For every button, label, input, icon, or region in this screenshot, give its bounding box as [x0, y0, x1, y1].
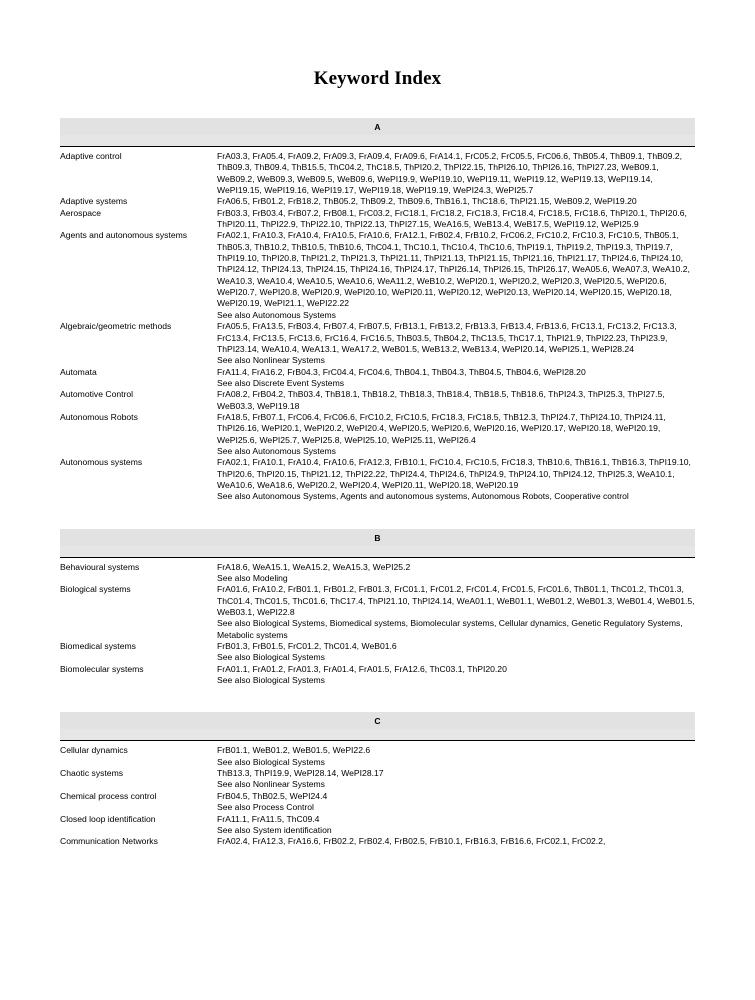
index-table — [60, 745, 695, 847]
paper-reference-list[interactable]: FrA02.1, FrA10.3, FrA10.4, FrA10.5, FrA10.6, FrA12.1, FrB02.4, FrB10.2, FrC06.2, FrC10.2, FrC10.3, FrC10.5, ThB05.1, ThB05.3, ThB10.2, ThB10.5, ThB10.6, ThC04.1, ThC10.1, ThC10.4, ThC10.6, ThPI19.1, ThPI19.2, ThPI19.3, ThPI19.7, ThPI19.10, ThPI20.8, ThPI21.2, ThPI21.3, ThPI21.11, ThPI21.13, ThPI21.15, ThPI21.16, ThPI21.17, ThPI24.6, ThPI24.10, ThPI24.12, ThPI24.13, ThPI24.15, ThPI24.16, ThPI24.17, ThPI26.14, ThPI26.15, ThPI26.17, WeA05.6, WeA07.3, WeA10.2, WeA10.3, WeA10.4, WeA10.5, WeA10.6, WeA11.2, WeB10.2, WePI20.1, WePI20.2, WePI20.3, WePI20.5, WePI20.6, WePI20.7, WePI20.8, WePI20.9, WePI20.10, WePI20.11, WePI20.12, WePI20.13, WePI20.14, WePI20.15, WePI20.18, WePI20.19, WePI21.1, WePI22.22 — [217, 230, 690, 309]
see-also-reference[interactable]: See also Nonlinear Systems — [217, 355, 325, 366]
paper-reference-list[interactable]: FrA08.2, FrB04.2, ThB03.4, ThB18.1, ThB18.2, ThB18.3, ThB18.4, ThB18.5, ThB18.6, ThPI24.3, ThPI25.3, ThPI27.5, WeB03.3, WePI19.18 — [217, 389, 665, 411]
paper-reference-list[interactable]: FrB03.3, FrB03.4, FrB07.2, FrB08.1, FrC03.2, FrC18.1, FrC18.2, FrC18.3, FrC18.4, FrC18.5, FrC18.6, ThPI20.1, ThPI20.6, ThPI20.11, ThPI22.9, ThPI22.10, ThPI22.13, ThPI27.15, WeA16.5, WeB13.4, WeB17.5, WePI19.12, WePI25.9 — [217, 207, 687, 230]
see-also-reference[interactable]: See also Biological Systems — [217, 756, 325, 767]
see-also-reference[interactable]: See also Nonlinear Systems — [217, 779, 325, 790]
see-also-reference[interactable]: See also Process Control — [217, 802, 314, 813]
paper-reference-list[interactable]: FrA02.1, FrA10.1, FrA10.4, FrA10.6, FrA12.3, FrB10.1, FrC10.4, FrC10.5, FrC18.3, ThB10.6, ThB16.1, ThB16.3, ThPI19.10, ThPI20.6, ThPI20.15, ThPI21.12, ThPI22.22, ThPI24.4, ThPI24.6, ThPI24.9, ThPI24.10, ThPI24.12, ThPI25.3, WeA10.1, WeA10.6, WeA18.6, WePI20.2, WePI20.4, WePI20.11, WePI20.18, WePI20.19 — [217, 457, 691, 490]
keyword-references-cell — [217, 791, 695, 814]
keyword-references-cell — [217, 367, 695, 390]
paper-reference-list[interactable]: FrA05.5, FrA13.5, FrB03.4, FrB07.4, FrB07.5, FrB13.1, FrB13.2, FrB13.3, FrB13.4, FrB13.6, FrC13.1, FrC13.2, FrC13.3, FrC13.4, FrC13.5, FrC13.6, FrC16.4, FrC16.5, ThB03.5, ThB04.2, ThC13.5, ThC17.1, ThPI21.9, ThPI22.23, ThPI23.9, ThPI23.14, WeA10.4, WeA13.1, WeA17.2, WeB01.5, WeB13.2, WeB13.4, WePI20.14, WePI25.1, WePI28.24 — [217, 321, 677, 354]
see-also-reference[interactable]: See also Autonomous Systems — [217, 309, 336, 320]
keyword-references-cell — [217, 584, 695, 641]
keyword-references-cell — [217, 745, 695, 768]
keyword-term: Chaotic systems — [60, 768, 124, 779]
letter-header — [60, 529, 695, 558]
paper-reference-list[interactable]: FrA02.4, FrA12.3, FrA16.6, FrB02.2, FrB02.4, FrB02.5, FrB10.1, FrB16.3, FrB16.6, FrC02.1, FrC02.2, — [217, 836, 606, 847]
table-row — [60, 836, 695, 847]
keyword-references-cell — [217, 321, 695, 366]
index-table — [60, 562, 695, 687]
see-also-reference[interactable]: See also Biological Systems, Biomedical systems, Biomolecular systems, Cellular dynamics, Genetic Regulatory Systems, Metabolic systems — [217, 618, 683, 640]
paper-reference-list[interactable]: FrA11.4, FrA16.2, FrB04.3, FrC04.4, FrC04.6, ThB04.1, ThB04.3, ThB04.5, ThB04.6, WePI28.20 — [217, 366, 586, 377]
keyword-term: Adaptive systems — [60, 196, 128, 207]
letter-heading: C — [60, 712, 695, 729]
keyword-term: Biological systems — [60, 584, 131, 595]
table-row — [60, 457, 695, 502]
table-row — [60, 768, 695, 791]
keyword-term: Autonomous Robots — [60, 411, 138, 422]
table-row — [60, 321, 695, 366]
paper-reference-list[interactable]: FrA03.3, FrA05.4, FrA09.2, FrA09.3, FrA09.4, FrA09.6, FrA14.1, FrC05.2, FrC05.5, FrC06.6, ThB05.4, ThB09.1, ThB09.2, ThB09.3, ThB09.4, ThB15.5, ThC04.2, ThC18.5, ThPI20.2, ThPI22.15, ThPI26.10, ThPI26.16, ThPI27.23, WeB09.1, WeB09.2, WeB09.3, WeB09.5, WeB09.6, WePI19.9, WePI19.10, WePI19.11, WePI19.12, WePI19.13, WePI19.14, WePI19.15, WePI19.16, WePI19.17, WePI19.18, WePI19.19, WePI24.3, WePI25.7 — [217, 151, 682, 196]
letter-heading: A — [60, 118, 695, 135]
table-row — [60, 814, 695, 837]
letter-section — [60, 118, 695, 503]
keyword-term: Behavioural systems — [60, 561, 140, 572]
table-row — [60, 412, 695, 457]
keyword-term: Biomedical systems — [60, 641, 136, 652]
paper-reference-list[interactable]: FrA01.6, FrA10.2, FrB01.1, FrB01.2, FrB01.3, FrC01.1, FrC01.2, FrC01.4, FrC01.5, FrC01.6, ThB01.1, ThC01.2, ThC01.3, ThC01.4, ThC01.5, ThC01.6, ThC17.4, ThPI21.10, ThPI24.14, WeA01.1, WeB01.1, WeB01.2, WeB01.3, WeB01.4, WeB01.5, WeB03.1, WePI22.8 — [217, 584, 695, 618]
paper-reference-list[interactable]: FrB01.3, FrB01.5, FrC01.2, ThC01.4, WeB01.6 — [217, 641, 397, 652]
paper-reference-list[interactable]: FrB01.1, WeB01.2, WeB01.5, WePI22.6 — [217, 745, 371, 756]
keyword-term: Communication Networks — [60, 836, 158, 847]
keyword-references-cell — [217, 641, 695, 664]
keyword-term: Algebraic/geometric methods — [60, 321, 172, 332]
keyword-term: Automotive Control — [60, 389, 134, 400]
table-row — [60, 389, 695, 412]
see-also-reference[interactable]: See also Autonomous Systems — [217, 445, 336, 456]
keyword-term: Aerospace — [60, 207, 102, 218]
paper-reference-list[interactable]: FrA01.1, FrA01.2, FrA01.3, FrA01.4, FrA01.5, FrA12.6, ThC03.1, ThPI20.20 — [217, 663, 507, 674]
paper-reference-list[interactable]: ThB13.3, ThPI19.9, WePI28.14, WePI28.17 — [217, 768, 384, 779]
keyword-references-cell — [217, 457, 695, 502]
keyword-term: Autonomous systems — [60, 457, 143, 468]
letter-header-subband — [60, 135, 695, 146]
paper-reference-list[interactable]: FrA06.5, FrB01.2, FrB18.2, ThB05.2, ThB09.2, ThB09.6, ThB16.1, ThC18.6, ThPI21.15, WeB09.2, WePI19.20 — [217, 196, 637, 207]
letter-header — [60, 712, 695, 741]
letter-heading: B — [60, 529, 695, 546]
table-row — [60, 230, 695, 321]
letter-header-subband — [60, 729, 695, 740]
table-row — [60, 664, 695, 687]
keyword-references-cell — [217, 836, 695, 847]
table-row — [60, 367, 695, 390]
table-row — [60, 151, 695, 196]
table-row — [60, 641, 695, 664]
page-title: Keyword Index — [313, 68, 442, 89]
keyword-references-cell — [217, 664, 695, 687]
keyword-term: Adaptive control — [60, 151, 122, 161]
keyword-term: Cellular dynamics — [60, 745, 128, 756]
paper-reference-list[interactable]: FrA18.5, FrB07.1, FrC06.4, FrC06.6, FrC10.2, FrC10.5, FrC18.3, FrC18.5, ThB12.3, ThPI24.7, ThPI24.10, ThPI24.11, ThPI26.16, WePI20.1, WePI20.2, WePI20.4, WePI20.5, WePI20.6, WePI20.16, WePI20.17, WePI20.18, WePI20.19, WePI25.6, WePI25.7, WePI25.8, WePI25.10, WePI25.11, WePI26.4 — [217, 411, 666, 445]
keyword-references-cell — [217, 389, 695, 412]
keyword-references-cell — [217, 562, 695, 585]
keyword-references-cell — [217, 196, 695, 207]
table-row — [60, 196, 695, 207]
keyword-term: Closed loop identification — [60, 813, 156, 824]
table-row — [60, 745, 695, 768]
table-row — [60, 791, 695, 814]
keyword-references-cell — [217, 151, 695, 196]
see-also-reference[interactable]: See also Biological Systems — [217, 675, 325, 686]
table-row — [60, 584, 695, 641]
index-sections — [60, 118, 695, 848]
keyword-term: Automata — [60, 366, 97, 377]
index-table — [60, 151, 695, 503]
see-also-reference[interactable]: See also System identification — [217, 824, 332, 835]
keyword-references-cell — [217, 768, 695, 791]
table-row — [60, 562, 695, 585]
paper-reference-list[interactable]: FrB04.5, ThB02.5, WePI24.4 — [217, 790, 328, 801]
letter-header-subband — [60, 546, 695, 557]
keyword-references-cell — [217, 412, 695, 457]
table-row — [60, 208, 695, 231]
keyword-references-cell — [217, 230, 695, 321]
letter-header — [60, 118, 695, 147]
letter-section — [60, 529, 695, 687]
letter-section — [60, 712, 695, 847]
see-also-reference[interactable]: See also Discrete Event Systems — [217, 377, 345, 388]
keyword-term: Biomolecular systems — [60, 663, 144, 674]
paper-reference-list[interactable]: FrA11.1, FrA11.5, ThC09.4 — [217, 813, 320, 824]
keyword-references-cell — [217, 814, 695, 837]
keyword-references-cell — [217, 208, 695, 231]
paper-reference-list[interactable]: FrA18.6, WeA15.1, WeA15.2, WeA15.3, WePI25.2 — [217, 561, 411, 572]
keyword-term: Agents and autonomous systems — [60, 230, 188, 241]
keyword-term: Chemical process control — [60, 790, 157, 801]
see-also-reference[interactable]: See also Modeling — [217, 573, 288, 583]
see-also-reference[interactable]: See also Autonomous Systems, Agents and autonomous systems, Autonomous Robots, Cooperative control — [217, 491, 629, 502]
see-also-reference[interactable]: See also Biological Systems — [217, 652, 325, 663]
